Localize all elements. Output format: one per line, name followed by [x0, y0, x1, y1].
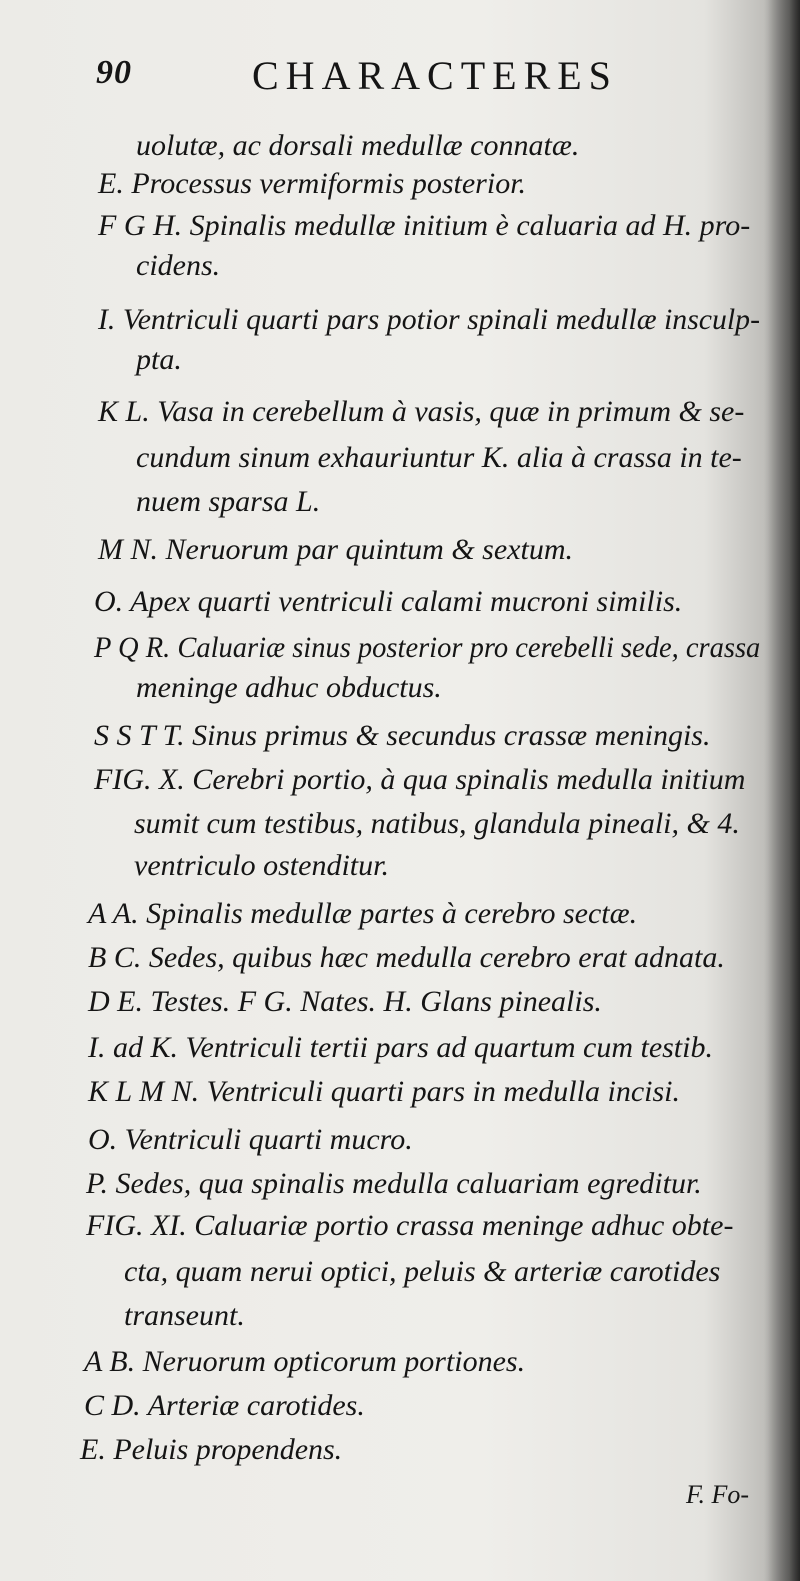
text-line: FIG. XI. Caluariæ portio crassa meninge adhuc obte- [86, 1209, 734, 1242]
text-line: transeunt. [124, 1299, 245, 1332]
text-line: P Q R. Caluariæ sinus posterior pro cerebelli sede, crassa [94, 631, 761, 664]
text-line: O. Apex quarti ventriculi calami mucroni similis. [94, 585, 683, 618]
text-line: S S T T. Sinus primus & secundus crassæ meningis. [94, 719, 711, 752]
catchword: F. Fo- [686, 1480, 750, 1509]
text-line: K L. Vasa in cerebellum à vasis, quæ in primum & se- [98, 395, 745, 428]
text-line: cundum sinum exhauriuntur K. alia à crassa in te- [136, 441, 742, 474]
page-number: 90 [96, 54, 132, 91]
page-gutter-shadow [764, 0, 800, 1581]
text-line: FIG. X. Cerebri portio, à qua spinalis medulla initium [94, 763, 746, 796]
text-line: K L M N. Ventriculi quarti pars in medulla incisi. [88, 1075, 680, 1108]
text-line: M N. Neruorum par quintum & sextum. [98, 533, 573, 566]
text-line: E. Processus vermiformis posterior. [98, 167, 527, 200]
text-line: nuem sparsa L. [136, 485, 321, 518]
text-line: ventriculo ostenditur. [134, 849, 389, 882]
text-line: I. ad K. Ventriculi tertii pars ad quartum cum testib. [88, 1031, 713, 1064]
text-line: pta. [136, 343, 182, 376]
text-line: cidens. [136, 249, 221, 282]
text-line: A A. Spinalis medullæ partes à cerebro sectæ. [88, 897, 638, 930]
page-header [96, 46, 696, 102]
text-line: A B. Neruorum opticorum portiones. [84, 1345, 526, 1378]
text-line: sumit cum testibus, natibus, glandula pineali, & 4. [134, 807, 740, 840]
text-line: uolutæ, ac dorsali medullæ connatæ. [136, 129, 580, 162]
text-line: E. Peluis propendens. [80, 1433, 343, 1466]
text-line: B C. Sedes, quibus hæc medulla cerebro erat adnata. [88, 941, 725, 974]
text-line: P. Sedes, qua spinalis medulla caluariam egreditur. [86, 1167, 702, 1200]
text-line: O. Ventriculi quarti mucro. [88, 1123, 413, 1156]
text-line: meninge adhuc obductus. [136, 671, 442, 704]
text-line: I. Ventriculi quarti pars potior spinali medullæ insculp- [98, 303, 761, 336]
text-line: F G H. Spinalis medullæ initium è caluaria ad H. pro- [98, 209, 751, 242]
text-line: cta, quam nerui optici, peluis & arteriæ carotides [124, 1255, 721, 1288]
running-head: CHARACTERES [252, 53, 618, 98]
text-line: C D. Arteriæ carotides. [84, 1389, 365, 1422]
text-line: D E. Testes. F G. Nates. H. Glans pinealis. [88, 985, 602, 1018]
